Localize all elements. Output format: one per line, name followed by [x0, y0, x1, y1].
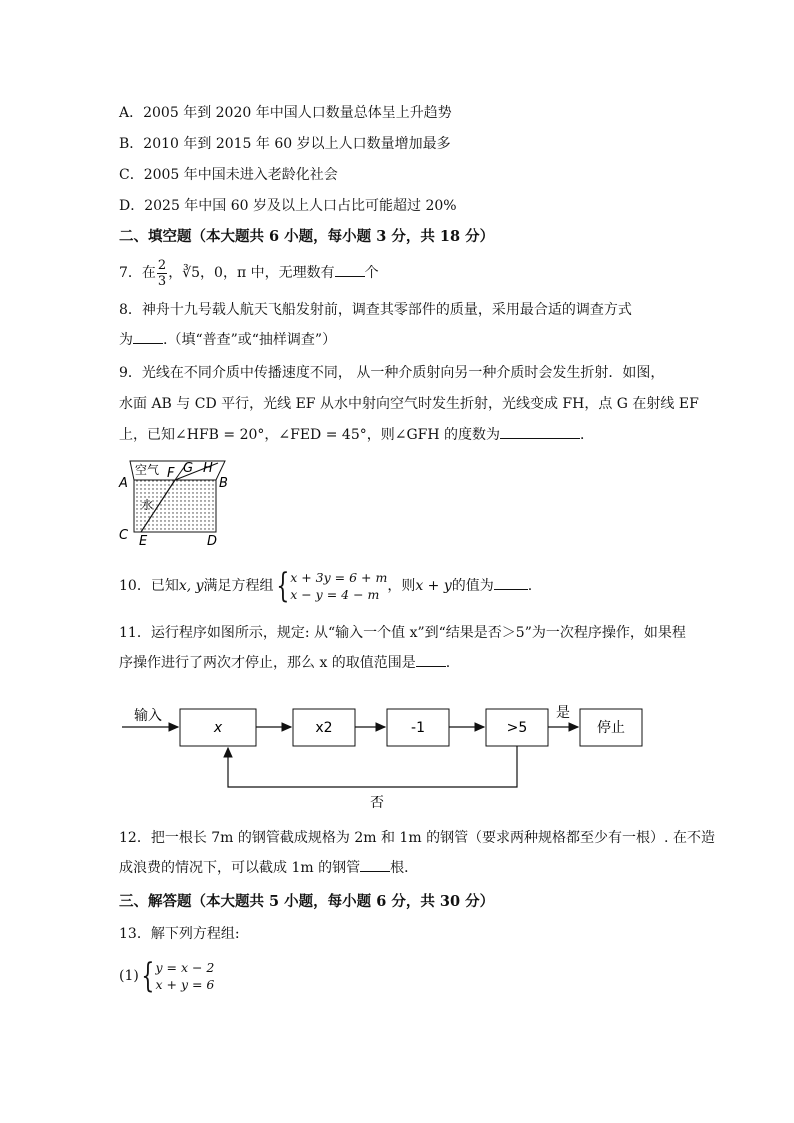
label-f: F: [167, 466, 175, 481]
q12-text: 成浪费的情况下，可以截成 1m 的钢管: [119, 860, 361, 876]
q13-part1-label: (1): [119, 968, 139, 984]
q7-prefix: 7．在: [119, 265, 156, 281]
q7-blank: [335, 264, 365, 277]
q9-text: 上，已知∠HFB = 20°，∠FED = 45°，则∠GFH 的度数为: [119, 427, 501, 443]
q7-denominator: 3: [157, 273, 167, 289]
flow-box-times2-label: x2: [315, 720, 333, 736]
q7-text: ，∛5，0，π 中，无理数有: [168, 265, 335, 281]
option-c: C．2005 年中国未进入老龄化社会: [119, 167, 338, 183]
refraction-figure: [115, 455, 245, 550]
q10-brace: {: [275, 566, 289, 606]
label-air: 空气: [135, 463, 160, 477]
q10-prefix: 10．已知: [119, 578, 179, 594]
question-9-line-3: [119, 426, 594, 444]
q10-eq1: x + 3y = 6 + m: [290, 570, 388, 585]
q10-suffix: 的值为: [451, 578, 494, 594]
flow-input-label: 输入: [134, 708, 162, 724]
question-8-line-1: 8．神舟十九号载人航天飞船发射前，调查其零部件的质量，采用最合适的调查方式: [119, 302, 632, 318]
q11-blank: [416, 654, 446, 667]
program-flowchart: [118, 695, 658, 815]
option-d: D．2025 年中国 60 岁及以上人口占比可能超过 20%: [119, 198, 457, 214]
q13-eq1: y = x − 2: [155, 960, 215, 975]
flow-box-compare-label: >5: [506, 720, 528, 736]
question-10: [119, 567, 532, 605]
label-d: D: [207, 534, 218, 549]
label-a: A: [119, 476, 128, 491]
q10-system: [290, 569, 387, 603]
arrow-loop-back: [228, 746, 517, 787]
q10-blank: [494, 577, 528, 590]
label-e: E: [139, 534, 148, 549]
q10-eq2: x − y = 4 − m: [290, 587, 380, 602]
question-9-line-2: 水面 AB 与 CD 平行，光线 EF 从水中射向空气时发生折射，光线变成 FH，点 G 在射线 EF: [119, 396, 699, 412]
flow-no-label: 否: [370, 795, 384, 811]
q11-text: 序操作进行了两次才停止，那么 x 的取值范围是: [119, 655, 416, 671]
label-c: C: [119, 528, 129, 543]
label-b: B: [219, 476, 228, 491]
label-water: 水: [141, 498, 154, 512]
question-11-line-2: [119, 654, 450, 672]
q13-brace: {: [141, 956, 155, 996]
q8-prefix: 为: [119, 332, 133, 348]
question-9-line-1: 9．光线在不同介质中传播速度不同， 从一种介质射向另一种介质时会发生折射．如图，: [119, 365, 665, 381]
q13-eq2: x + y = 6: [155, 977, 215, 992]
q8-blank: [133, 331, 163, 344]
q9-end: ．: [580, 427, 595, 443]
question-12-line-1: 12．把一根长 7m 的钢管截成规格为 2m 和 1m 的钢管（要求两种规格都至少有一根）. 在不造: [119, 830, 715, 846]
q12-end: 根．: [390, 860, 419, 876]
q7-fraction: [157, 258, 167, 289]
flow-yes-label: 是: [556, 705, 570, 721]
label-h: H: [203, 461, 213, 476]
q13-system: [155, 959, 214, 993]
option-b: B．2010 年到 2015 年 60 岁以上人口数量增加最多: [119, 136, 451, 152]
q10-vars: x, y: [178, 578, 204, 594]
q11-end: .: [445, 655, 451, 671]
q12-blank: [360, 859, 390, 872]
q8-suffix: .（填“普查”或“抽样调查”）: [163, 332, 337, 348]
flow-box-x-label: x: [213, 720, 223, 736]
q10-expr: x + y: [415, 578, 452, 594]
q10-text: 满足方程组: [203, 578, 274, 594]
q9-blank: [500, 426, 580, 439]
question-8-line-2: [119, 331, 336, 349]
question-11-line-1: 11．运行程序如图所示，规定: 从“输入一个值 x”到“结果是否＞5”为一次程序操作，如果程: [119, 625, 686, 641]
question-12-line-2: [119, 859, 418, 877]
q7-suffix: 个: [364, 265, 379, 281]
q7-numerator: 2: [157, 257, 167, 273]
section-3-heading: 三、解答题（本大题共 5 小题，每小题 6 分，共 30 分）: [119, 893, 495, 910]
option-a: A．2005 年到 2020 年中国人口数量总体呈上升趋势: [119, 105, 452, 121]
flow-box-minus1-label: -1: [411, 720, 425, 736]
section-2-heading: 二、填空题（本大题共 6 小题，每小题 3 分，共 18 分）: [119, 228, 495, 245]
question-13-title: 13．解下列方程组:: [119, 926, 240, 942]
question-13-part-1: [119, 957, 214, 995]
label-g: G: [183, 461, 194, 476]
flow-box-stop-label: 停止: [597, 720, 625, 736]
question-7: [119, 256, 379, 290]
q10-end: .: [527, 578, 533, 594]
q10-then: ，则: [387, 578, 416, 594]
